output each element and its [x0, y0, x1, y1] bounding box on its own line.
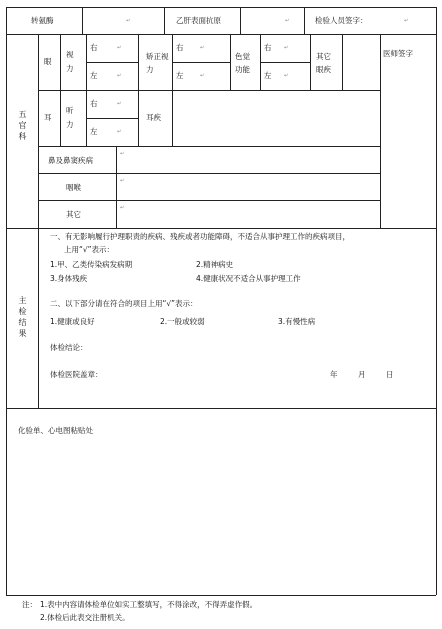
cell-mark-icon: ↵ — [117, 45, 122, 51]
cell-mark-icon: ↵ — [120, 151, 125, 157]
cell-mark-icon: ↵ — [285, 18, 290, 24]
corrected-vision-label: 矫正视力 — [146, 52, 169, 74]
color-left-label: 左 — [264, 71, 272, 80]
cell-mark-icon: ↵ — [404, 18, 409, 24]
doctor-signature-label: 医师签字 — [383, 49, 413, 58]
note-line-1: 1.表中内容请体检单位如实工整填写，不得涂改，不得弄虚作假。 — [40, 600, 258, 609]
hbsag-label: 乙肝表面抗原 — [176, 16, 221, 25]
day-label: 日 — [386, 370, 394, 379]
throat-label: 咽喉 — [66, 183, 81, 192]
cell-mark-icon: ↵ — [126, 18, 131, 24]
month-label: 月 — [358, 370, 366, 379]
cell-mark-icon: ↵ — [117, 101, 122, 107]
ear-label: 耳 — [44, 113, 52, 122]
hearing-left-label: 左 — [90, 127, 98, 136]
cell-mark-icon: ↵ — [117, 73, 122, 79]
corrected-right-label: 右 — [176, 43, 184, 52]
cell-mark-icon: ↵ — [120, 178, 125, 184]
option-1-3: 3.身体残疾 — [50, 274, 88, 283]
option-1-2: 2.精神病史 — [196, 260, 234, 269]
option-2-2: 2.一般或较弱 — [160, 317, 205, 326]
hearing-right-label: 右 — [90, 99, 98, 108]
hospital-stamp-label: 体检医院盖章： — [50, 370, 103, 379]
conclusion-label: 体检结论： — [50, 343, 88, 352]
other-label: 其它 — [66, 210, 81, 219]
ent-section-label: 五官科 — [18, 110, 27, 143]
cell-mark-icon: ↵ — [120, 205, 125, 211]
option-1-4: 4.健康状况不适合从事护理工作 — [196, 274, 301, 283]
hearing-label: 听力 — [66, 106, 74, 129]
notes-prefix: 注： — [22, 600, 37, 609]
question-1-cont: 上用“√”表示： — [64, 245, 115, 254]
cell-mark-icon: ↵ — [117, 129, 122, 135]
eye-label: 眼 — [44, 57, 52, 66]
question-1: 一、有无影响履行护理职责的疾病、残疾或者功能障碍，不适合从事护理工作的疾病项目， — [50, 232, 350, 241]
ear-disease-label: 耳疾 — [146, 113, 161, 122]
cell-mark-icon: ↵ — [284, 73, 289, 79]
cell-mark-icon: ↵ — [284, 45, 289, 51]
corrected-left-label: 左 — [176, 71, 184, 80]
cell-mark-icon: ↵ — [200, 45, 205, 51]
year-label: 年 — [330, 370, 338, 379]
vision-label: 视力 — [66, 50, 74, 73]
option-2-1: 1.健康或良好 — [50, 317, 95, 326]
aminotransferase-label: 转氨酶 — [31, 16, 54, 25]
conclusion-section-label: 主检结果 — [18, 296, 27, 340]
note-line-2: 2.体检后此表交注册机关。 — [40, 613, 130, 622]
lab-signature-label: 检验人员签字： — [315, 16, 368, 25]
cell-mark-icon: ↵ — [200, 73, 205, 79]
color-right-label: 右 — [264, 43, 272, 52]
attach-area-label: 化验单、心电图粘贴处 — [18, 426, 93, 435]
vision-left-label: 左 — [90, 71, 98, 80]
color-vision-label: 色觉功能 — [235, 52, 250, 74]
question-2: 二、以下部分请在符合的项目上用“√”表示： — [50, 299, 198, 308]
vision-right-label: 右 — [90, 43, 98, 52]
nose-label: 鼻及鼻窦疾病 — [48, 156, 93, 165]
option-2-3: 3.有慢性病 — [278, 317, 316, 326]
option-1-1: 1.甲、乙类传染病发病期 — [50, 260, 133, 269]
other-eye-disease-label: 其它眼疾 — [316, 52, 331, 74]
